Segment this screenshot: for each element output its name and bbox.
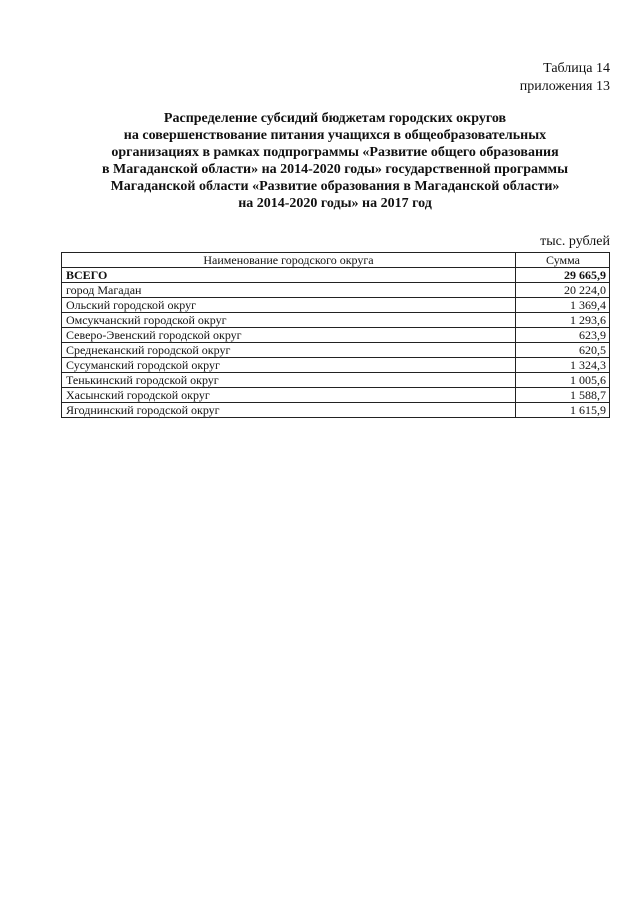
district-amount: 1 293,6 — [516, 313, 610, 328]
district-name: Сусуманский городской округ — [62, 358, 516, 373]
subsidy-table — [61, 252, 610, 418]
table-row — [62, 343, 610, 358]
title-line: на 2014-2020 годы» на 2017 год — [238, 196, 432, 211]
district-name: Ягоднинский городской округ — [62, 403, 516, 418]
table-reference — [520, 60, 610, 96]
title-line: организациях в рамках подпрограммы «Развитие общего образования — [111, 145, 559, 160]
district-amount: 20 224,0 — [516, 283, 610, 298]
table-row — [62, 373, 610, 388]
district-amount: 1 324,3 — [516, 358, 610, 373]
district-amount: 623,9 — [516, 328, 610, 343]
document-title — [60, 110, 610, 212]
table-row — [62, 388, 610, 403]
table-row — [62, 313, 610, 328]
district-name: город Магадан — [62, 283, 516, 298]
table-row — [62, 328, 610, 343]
district-amount: 620,5 — [516, 343, 610, 358]
appendix-number: приложения 13 — [519, 79, 610, 94]
table-header-row — [62, 253, 610, 268]
title-line: Магаданской области «Развитие образования в Магаданской области» — [110, 179, 560, 194]
title-line: Распределение субсидий бюджетам городских округов — [163, 111, 507, 126]
title-line: на совершенствование питания учащихся в общеобразовательных — [123, 128, 547, 143]
district-name: Хасынский городской округ — [62, 388, 516, 403]
district-name: Среднеканский городской округ — [62, 343, 516, 358]
district-amount: 1 005,6 — [516, 373, 610, 388]
table-row — [62, 403, 610, 418]
district-amount: 1 369,4 — [516, 298, 610, 313]
total-label: ВСЕГО — [62, 268, 516, 283]
district-name: Омсукчанский городской округ — [62, 313, 516, 328]
total-amount: 29 665,9 — [516, 268, 610, 283]
table-number: Таблица 14 — [543, 61, 610, 76]
column-header-name: Наименование городского округа — [62, 253, 516, 268]
district-name: Северо-Эвенский городской округ — [62, 328, 516, 343]
district-amount: 1 588,7 — [516, 388, 610, 403]
table-row — [62, 298, 610, 313]
units-label: тыс. рублей — [540, 234, 610, 249]
column-header-amount: Сумма — [516, 253, 610, 268]
district-amount: 1 615,9 — [516, 403, 610, 418]
district-name: Тенькинский городской округ — [62, 373, 516, 388]
district-name: Ольский городской округ — [62, 298, 516, 313]
table-total-row — [62, 268, 610, 283]
table-row — [62, 283, 610, 298]
title-line: в Магаданской области» на 2014-2020 годы» государственной программы — [101, 162, 569, 177]
table-row — [62, 358, 610, 373]
